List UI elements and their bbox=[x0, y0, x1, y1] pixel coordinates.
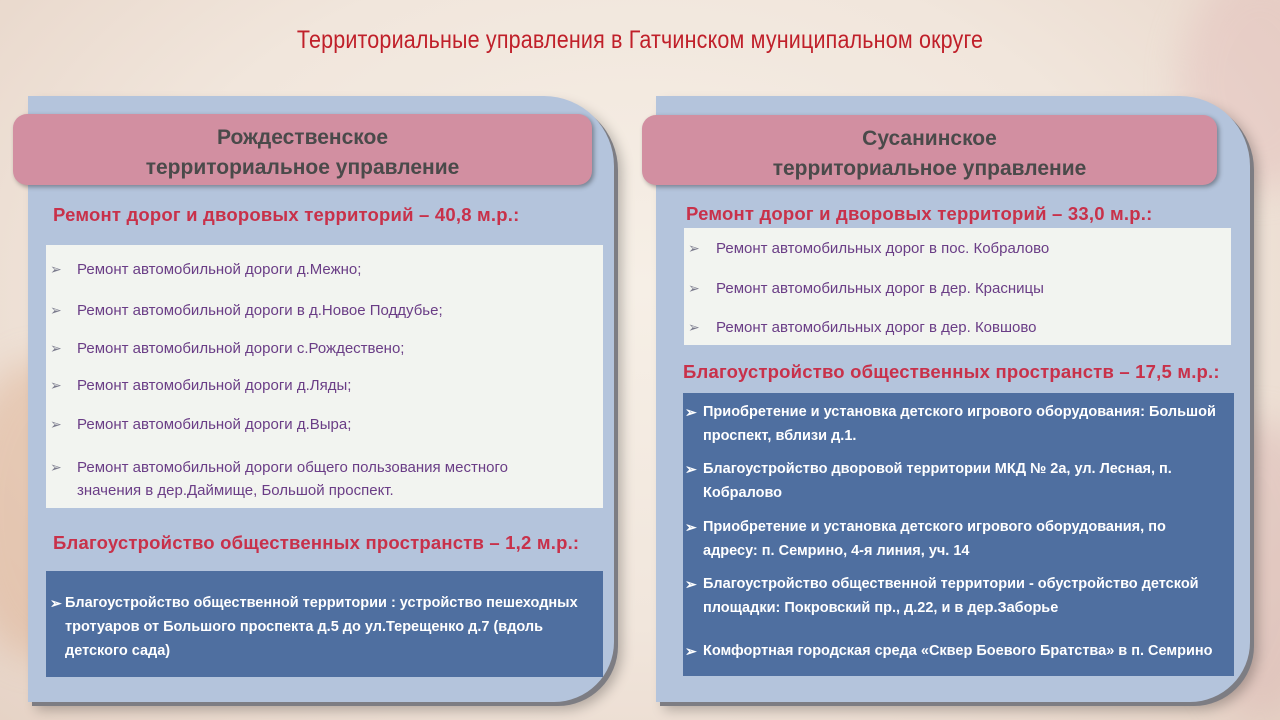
list-item: ➢ Ремонт автомобильной дороги в д.Новое Поддубье; bbox=[50, 299, 590, 322]
list-item: ➢ Ремонт автомобильной дороги общего пользования местного значения в дер.Даймище, Большой проспект. bbox=[50, 456, 570, 502]
list-item: ➢ Ремонт автомобильной дороги с.Рождествено; bbox=[50, 337, 590, 360]
arrow-bullet-icon: ➢ bbox=[50, 377, 62, 393]
arrow-bullet-icon: ➢ bbox=[685, 519, 697, 535]
left-header-line1: Рождественское bbox=[216, 126, 389, 149]
list-item: ➢ Приобретение и установка детского игрового оборудования, по адресу: п. Семрино, 4-я линия, уч. 14 bbox=[685, 515, 1205, 563]
left-public-list bbox=[46, 571, 603, 677]
arrow-bullet-icon: ➢ bbox=[50, 302, 62, 318]
arrow-bullet-icon: ➢ bbox=[688, 280, 700, 296]
right-roads-title: Ремонт дорог и дворовых территорий – 33,0 м.р.: bbox=[686, 203, 1153, 224]
list-item: ➢ Ремонт автомобильных дорог в дер. Ковшово bbox=[688, 316, 1218, 339]
left-header-line2: территориальное управление bbox=[145, 156, 460, 179]
arrow-bullet-icon: ➢ bbox=[685, 461, 697, 477]
list-item: ➢ Ремонт автомобильных дорог в пос. Кобралово bbox=[688, 237, 1218, 260]
arrow-bullet-icon: ➢ bbox=[688, 240, 700, 256]
list-item: ➢ Благоустройство дворовой территории МКД № 2а, ул. Лесная, п. Кобралово bbox=[685, 457, 1205, 505]
right-header-line1: Сусанинское bbox=[862, 127, 997, 150]
left-public-title: Благоустройство общественных пространств – 1,2 м.р.: bbox=[53, 532, 580, 553]
right-public-title: Благоустройство общественных пространств – 17,5 м.р.: bbox=[683, 361, 1220, 382]
left-roads-list bbox=[46, 245, 603, 508]
arrow-bullet-icon: ➢ bbox=[50, 261, 62, 277]
slide-title: Территориальные управления в Гатчинском муниципальном округе bbox=[296, 26, 984, 54]
right-panel-header bbox=[642, 115, 1217, 185]
arrow-bullet-icon: ➢ bbox=[50, 459, 62, 475]
arrow-bullet-icon: ➢ bbox=[685, 404, 697, 420]
arrow-bullet-icon: ➢ bbox=[688, 319, 700, 335]
arrow-bullet-icon: ➢ bbox=[50, 595, 62, 611]
list-item: ➢ Ремонт автомобильной дороги д.Ляды; bbox=[50, 374, 590, 397]
arrow-bullet-icon: ➢ bbox=[50, 416, 62, 432]
list-item: ➢ Ремонт автомобильной дороги д.Выра; bbox=[50, 413, 590, 436]
right-roads-list bbox=[684, 228, 1231, 345]
list-item: ➢ Ремонт автомобильной дороги д.Межно; bbox=[50, 258, 590, 281]
list-item: ➢ Ремонт автомобильных дорог в дер. Красницы bbox=[688, 277, 1218, 300]
right-public-list bbox=[683, 393, 1234, 676]
right-header-line2: территориальное управление bbox=[772, 157, 1087, 180]
arrow-bullet-icon: ➢ bbox=[50, 340, 62, 356]
list-item: ➢ Комфортная городская среда «Сквер Боевого Братства» в п. Семрино bbox=[685, 639, 1233, 663]
list-item: ➢ Приобретение и установка детского игрового оборудования: Большой проспект, вблизи д.1. bbox=[685, 400, 1233, 448]
left-roads-title: Ремонт дорог и дворовых территорий – 40,8 м.р.: bbox=[53, 204, 520, 225]
arrow-bullet-icon: ➢ bbox=[685, 576, 697, 592]
arrow-bullet-icon: ➢ bbox=[685, 643, 697, 659]
left-panel-header bbox=[13, 114, 592, 185]
list-item: ➢ Благоустройство общественной территории : устройство пешеходных тротуаров от Большого проспекта д.5 до ул.Терещенко д.7 (вдоль детского сада) bbox=[50, 591, 598, 663]
list-item: ➢ Благоустройство общественной территории - обустройство детской площадки: Покровский пр., д.22, и в дер.Заборье bbox=[685, 572, 1225, 620]
